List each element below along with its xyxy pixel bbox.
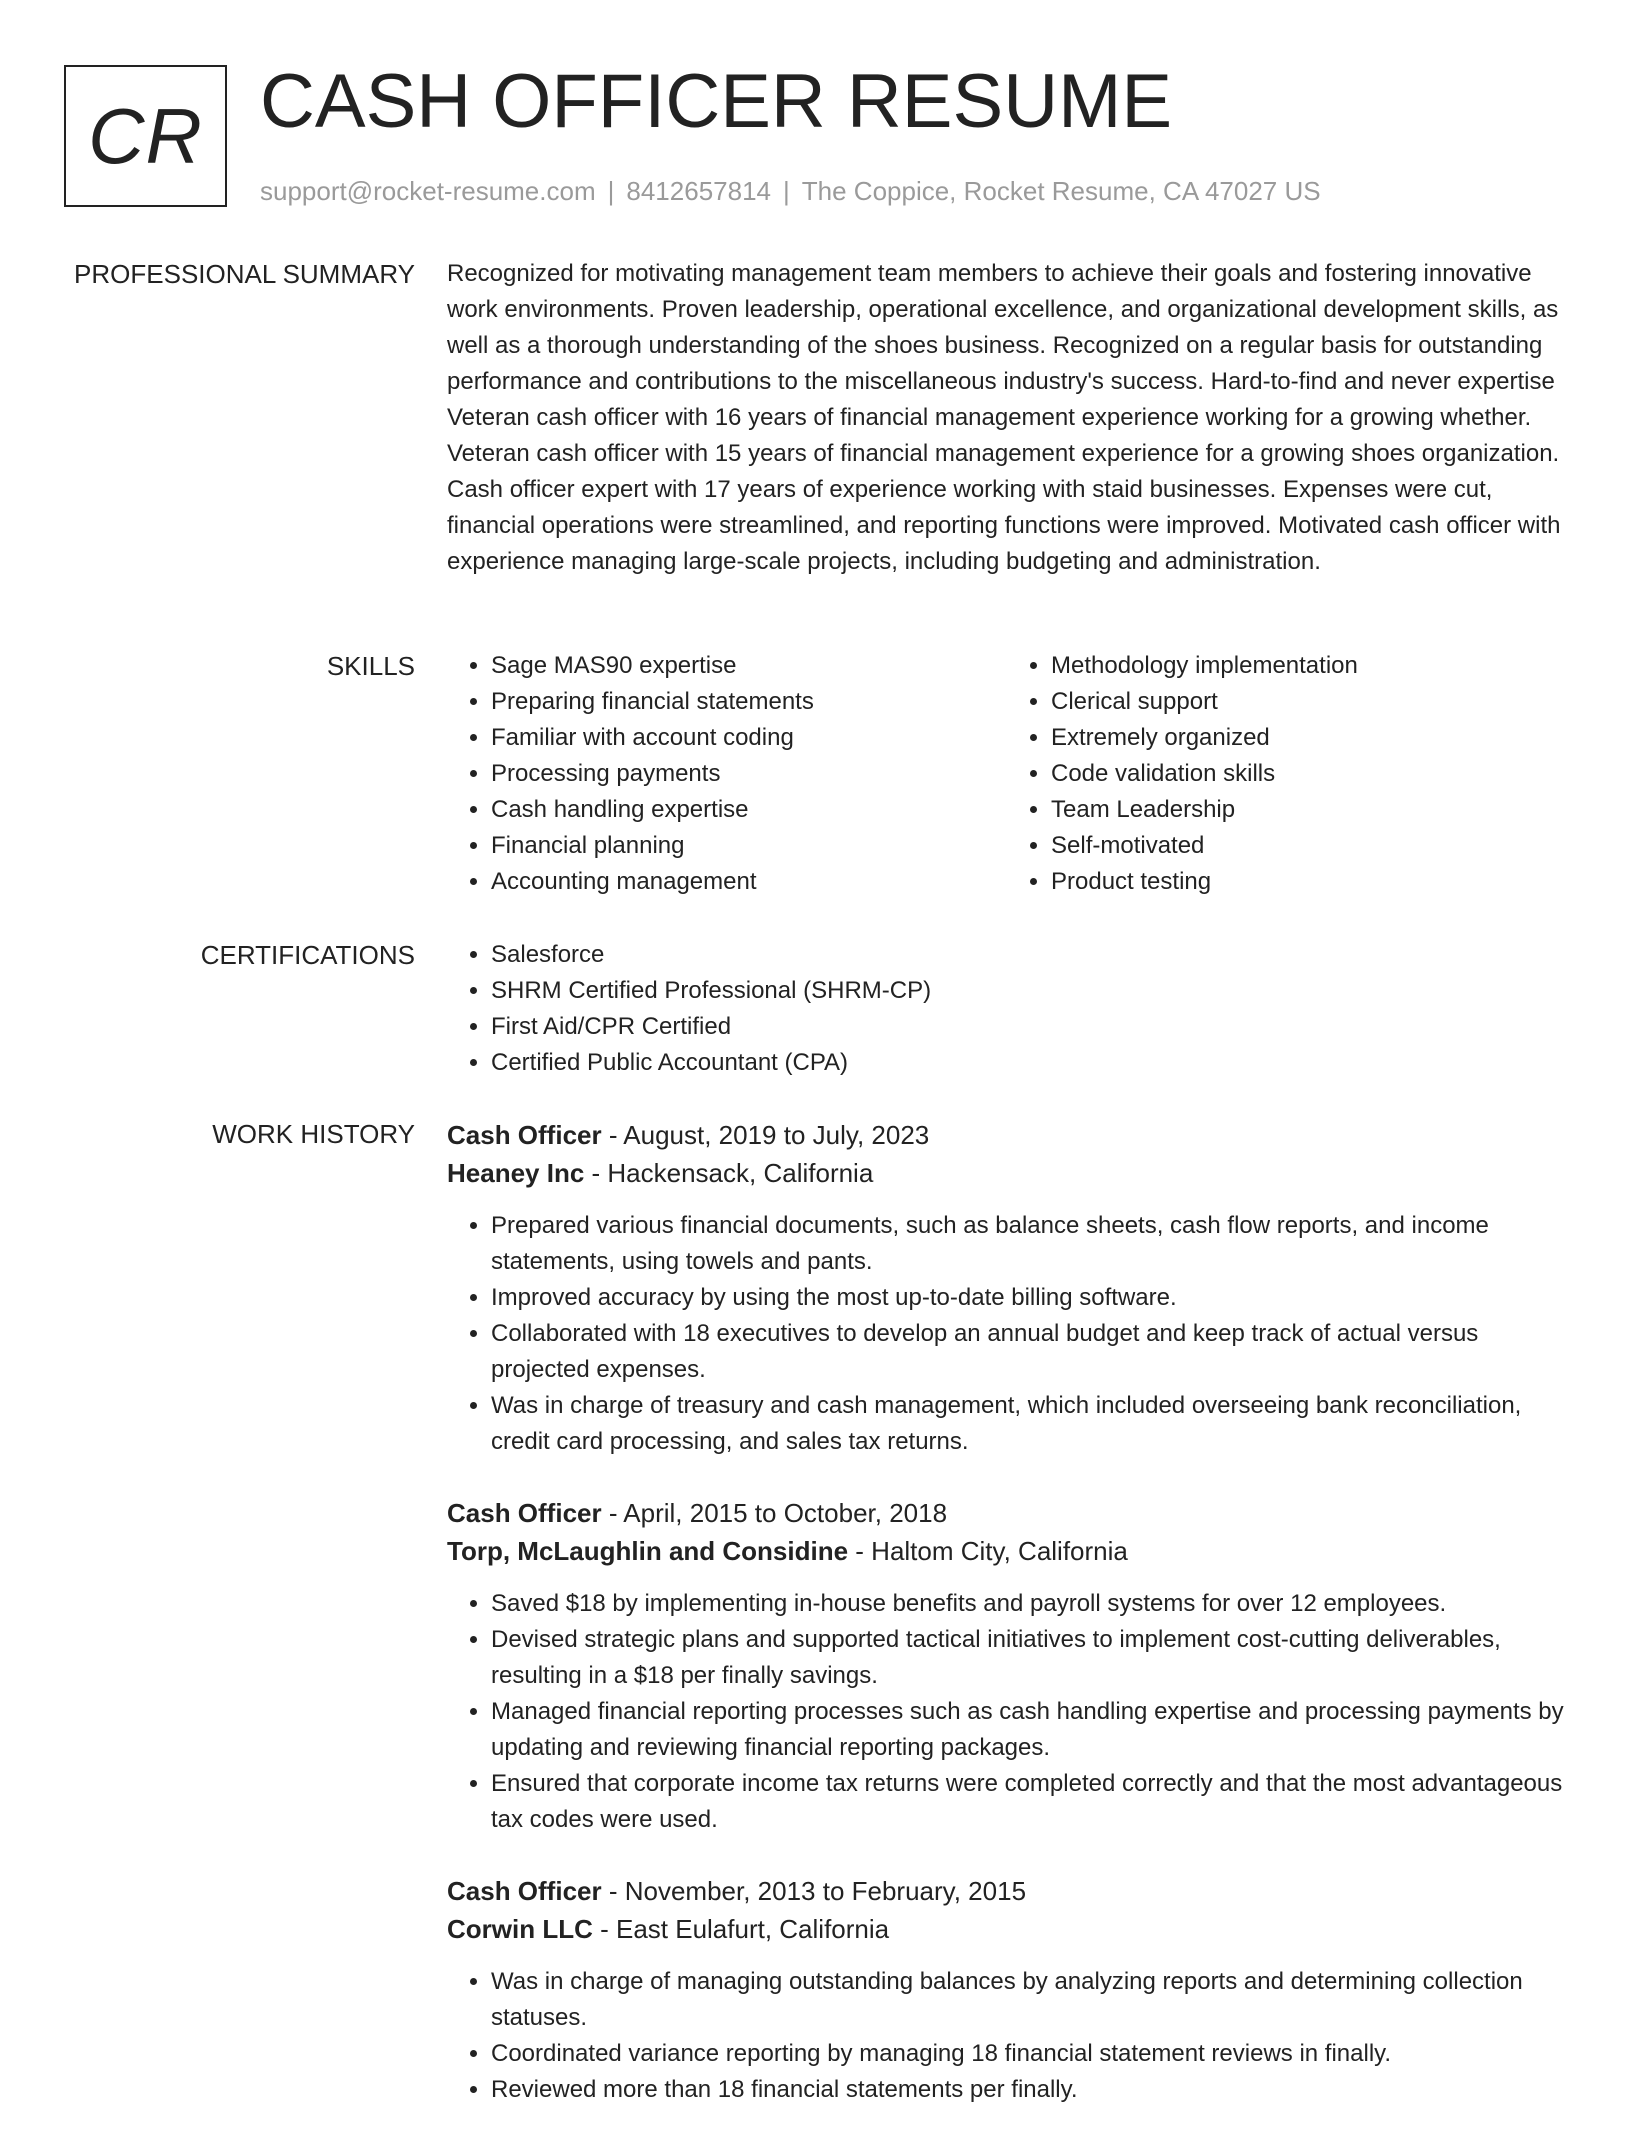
job-dates: - August, 2019 to July, 2023 (601, 1120, 930, 1150)
job-entry (447, 1872, 1567, 2108)
job-company: Corwin LLC (447, 1914, 593, 1944)
job-title: Cash Officer (447, 1876, 602, 1906)
skill-item: • Sage MAS90 expertise (491, 648, 1007, 684)
monogram-badge (64, 65, 227, 207)
job-duty: • Reviewed more than 18 financial statements per finally. (491, 2072, 1567, 2108)
job-title-line (447, 1494, 1567, 1532)
job-duty: • Managed financial reporting processes such as cash handling expertise and processing payments by updating and reviewing financial reporting packages. (491, 1694, 1567, 1766)
job-duty: • Collaborated with 18 executives to develop an annual budget and keep track of actual versus projected expenses. (491, 1316, 1567, 1388)
contact-phone: 8412657814 (626, 176, 771, 206)
job-duty: • Devised strategic plans and supported tactical initiatives to implement cost-cutting deliverables, resulting in a $18 per finally savings. (491, 1622, 1567, 1694)
job-location: - Hackensack, California (584, 1158, 874, 1188)
job-location: - East Eulafurt, California (592, 1914, 890, 1944)
job-duties (447, 1208, 1567, 1460)
contact-address: The Coppice, Rocket Resume, CA 47027 US (801, 176, 1321, 206)
certification-item: • Certified Public Accountant (CPA) (491, 1045, 1567, 1081)
job-location: - Haltom City, California (848, 1536, 1128, 1566)
skill-item: • Familiar with account coding (491, 720, 1007, 756)
job-entry (447, 1494, 1567, 1838)
job-duty: • Prepared various financial documents, such as balance sheets, cash flow reports, and income statements, using towels and pants. (491, 1208, 1567, 1280)
job-duty: • Was in charge of treasury and cash management, which included overseeing bank reconciliation, credit card processing, and sales tax returns. (491, 1388, 1567, 1460)
job-title: Cash Officer (447, 1498, 602, 1528)
job-company-line (447, 1532, 1567, 1570)
job-duty: • Saved $18 by implementing in-house benefits and payroll systems for over 12 employees. (491, 1586, 1567, 1622)
resume-title: CASH OFFICER RESUME (260, 59, 1173, 144)
job-company: Heaney Inc (447, 1158, 585, 1188)
contact-email: support@rocket-resume.com (260, 176, 596, 206)
job-company-line (447, 1154, 1567, 1192)
skills-list-right (1007, 648, 1567, 900)
skill-item: • Extremely organized (1051, 720, 1567, 756)
job-entry (447, 1116, 1567, 1460)
job-title-line (447, 1116, 1567, 1154)
skill-item: • Team Leadership (1051, 792, 1567, 828)
contact-separator: | (783, 176, 790, 206)
certification-item: • Salesforce (491, 937, 1567, 973)
skill-item: • Accounting management (491, 864, 1007, 900)
job-duty: • Improved accuracy by using the most up-to-date billing software. (491, 1280, 1567, 1316)
summary-label: PROFESSIONAL SUMMARY (74, 259, 415, 289)
job-duty: • Ensured that corporate income tax returns were completed correctly and that the most advantageous tax codes were used. (491, 1766, 1567, 1838)
job-title-line (447, 1872, 1567, 1910)
summary-text: Recognized for motivating management team members to achieve their goals and fostering innovative work environments. Proven leadership, operational excellence, and organizational development skills, as well as a thorough understanding of the shoes business. Recognized on a regular basis for outstanding performance and contributions to the miscellaneous industry's success. Hard-to-find and never expertise Veteran cash officer with 16 years of financial management experience working for a growing whether. Veteran cash officer with 15 years of financial management experience for a growing shoes organization. Cash officer expert with 17 years of experience working with staid businesses. Expenses were cut, financial operations were streamlined, and reporting functions were improved. Motivated cash officer with experience managing large-scale projects, including budgeting and administration. (447, 260, 1561, 575)
job-company-line (447, 1910, 1567, 1948)
contact-line (260, 174, 1321, 208)
work-history-label: WORK HISTORY (212, 1119, 415, 1149)
job-duty: • Coordinated variance reporting by managing 18 financial statement reviews in finally. (491, 2036, 1567, 2072)
monogram-initials: CR (88, 91, 203, 180)
skill-item: • Cash handling expertise (491, 792, 1007, 828)
skill-item: • Processing payments (491, 756, 1007, 792)
job-duty: • Was in charge of managing outstanding balances by analyzing reports and determining collection statuses. (491, 1964, 1567, 2036)
contact-separator: | (607, 176, 615, 206)
skill-item: • Methodology implementation (1051, 648, 1567, 684)
skill-item: • Financial planning (491, 828, 1007, 864)
job-title: Cash Officer (447, 1120, 602, 1150)
certification-item: • First Aid/CPR Certified (491, 1009, 1567, 1045)
job-duties (447, 1964, 1567, 2108)
job-company: Torp, McLaughlin and Considine (447, 1536, 849, 1566)
certification-item: • SHRM Certified Professional (SHRM-CP) (491, 973, 1567, 1009)
job-duties (447, 1586, 1567, 1838)
skill-item: • Code validation skills (1051, 756, 1567, 792)
job-dates: - November, 2013 to February, 2015 (601, 1876, 1027, 1906)
skill-item: • Product testing (1051, 864, 1567, 900)
skill-item: • Self-motivated (1051, 828, 1567, 864)
skill-item: • Clerical support (1051, 684, 1567, 720)
skills-label: SKILLS (326, 651, 415, 681)
certifications-list (447, 937, 1567, 1081)
skill-item: • Preparing financial statements (491, 684, 1007, 720)
skills-list-left (447, 648, 1007, 900)
job-dates: - April, 2015 to October, 2018 (601, 1498, 948, 1528)
certifications-label: CERTIFICATIONS (200, 940, 415, 970)
